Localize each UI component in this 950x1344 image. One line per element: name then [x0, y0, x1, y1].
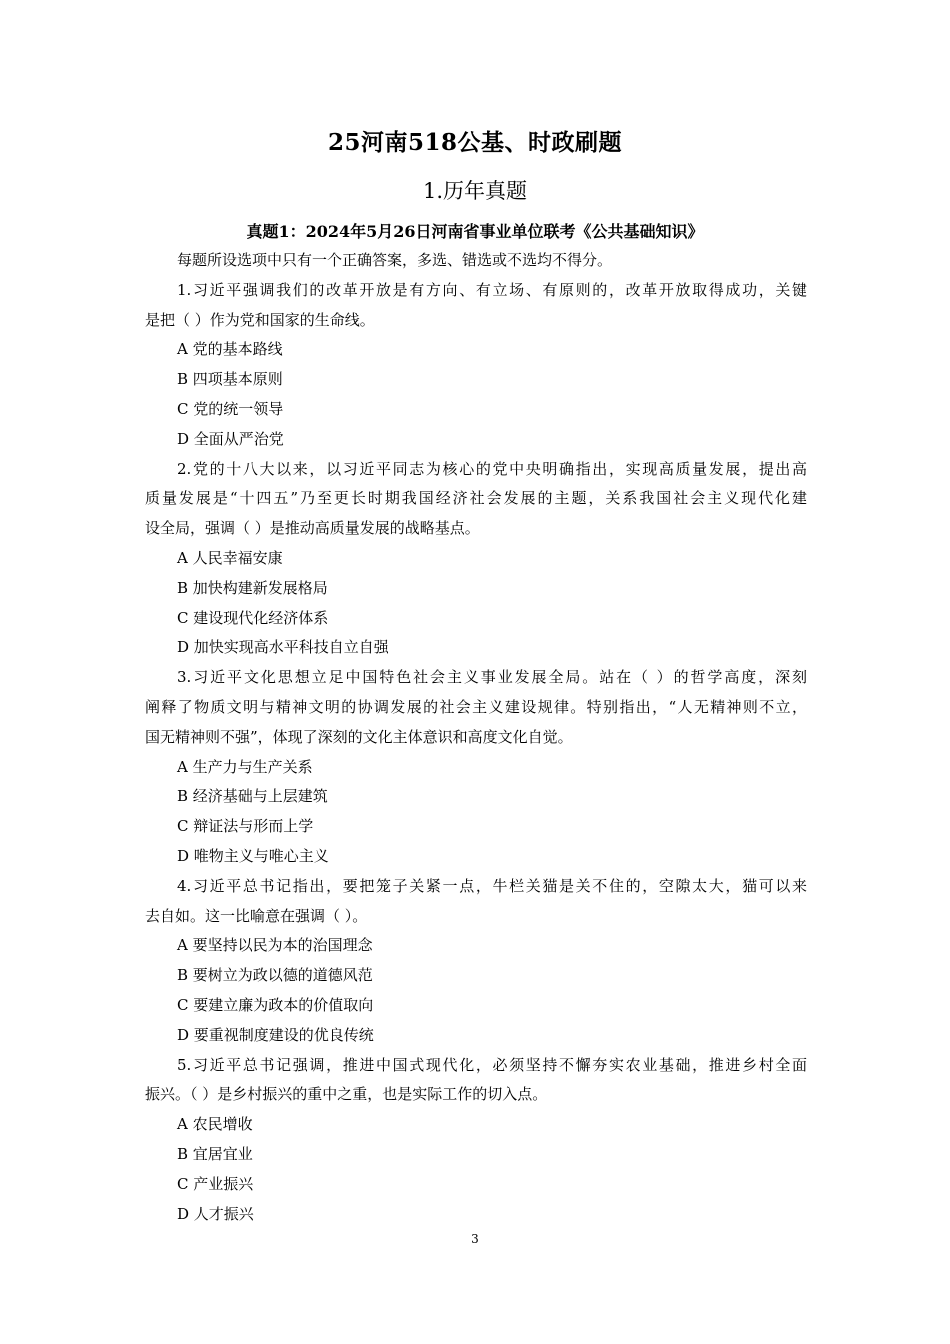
document-title: 25河南518公基、时政刷题: [327, 129, 623, 156]
question-stem-line: 4.习近平总书记指出，要把笼子关紧一点，牛栏关猫是关不住的，空隙太大，猫可以来: [177, 876, 807, 895]
question-stem-line: 质量发展是“十四五”乃至更长时期我国经济社会发展的主题，关系我国社会主义现代化建: [145, 489, 807, 508]
option-b: B 经济基础与上层建筑: [177, 787, 328, 806]
option-a: A 农民增收: [177, 1115, 253, 1134]
option-d: D 加快实现高水平科技自立自强: [177, 638, 389, 657]
option-d: D 唯物主义与唯心主义: [177, 846, 329, 865]
option-a: A 要坚持以民为本的治国理念: [177, 936, 373, 955]
question-2: [145, 455, 807, 664]
option-a: A 生产力与生产关系: [177, 757, 313, 776]
question-1: [145, 276, 807, 455]
section-heading: 真题1：2024年5月26日河南省事业单位联考《公共基础知识》: [246, 222, 704, 241]
instruction-text: 每题所设选项中只有一个正确答案，多选、错选或不选均不得分。: [177, 251, 613, 269]
question-stem-line: 国无精神则不强”，体现了深刻的文化主体意识和高度文化自觉。: [145, 727, 573, 746]
option-d: D 人才振兴: [177, 1204, 254, 1223]
option-c: C 辩证法与形而上学: [177, 817, 314, 836]
question-body: [145, 246, 807, 1229]
question-stem-line: 1.习近平强调我们的改革开放是有方向、有立场、有原则的，改革开放取得成功，关键: [177, 280, 807, 299]
option-a: A 人民幸福安康: [177, 548, 283, 567]
option-c: C 要建立廉为政本的价值取向: [177, 995, 374, 1014]
question-stem-line: 3.习近平文化思想立足中国特色社会主义事业发展全局。站在（ ）的哲学高度，深刻: [177, 668, 807, 687]
option-b: B 加快构建新发展格局: [177, 578, 328, 597]
option-d: D 全面从严治党: [177, 429, 284, 448]
document-subtitle: 1.历年真题: [422, 179, 528, 203]
option-c: C 建设现代化经济体系: [177, 608, 329, 627]
question-5: [145, 1051, 807, 1230]
option-d: D 要重视制度建设的优良传统: [177, 1025, 374, 1044]
question-stem-line: 设全局，强调（ ）是推动高质量发展的战略基点。: [145, 519, 480, 538]
option-b: B 要树立为政以德的道德风范: [177, 966, 373, 985]
question-stem-line: 5.习近平总书记强调，推进中国式现代化，必须坚持不懈夯实农业基础，推进乡村全面: [177, 1055, 807, 1074]
question-4: [145, 872, 807, 1051]
question-stem-line: 2.党的十八大以来，以习近平同志为核心的党中央明确指出，实现高质量发展，提出高: [177, 459, 807, 478]
page-number: 3: [471, 1232, 479, 1246]
option-a: A 党的基本路线: [177, 340, 283, 359]
option-c: C 党的统一领导: [177, 399, 284, 418]
option-c: C 产业振兴: [177, 1174, 254, 1193]
question-stem-line: 阐释了物质文明与精神文明的协调发展的社会主义建设规律。特别指出，“人无精神则不立，: [145, 697, 807, 716]
question-stem-line: 振兴。（ ）是乡村振兴的重中之重，也是实际工作的切入点。: [145, 1085, 548, 1104]
question-stem-line: 是把（ ）作为党和国家的生命线。: [145, 310, 375, 329]
question-stem-line: 去自如。这一比喻意在强调（ ）。: [145, 906, 368, 925]
question-3: [145, 663, 807, 872]
option-b: B 四项基本原则: [177, 370, 283, 389]
option-b: B 宜居宜业: [177, 1144, 253, 1163]
